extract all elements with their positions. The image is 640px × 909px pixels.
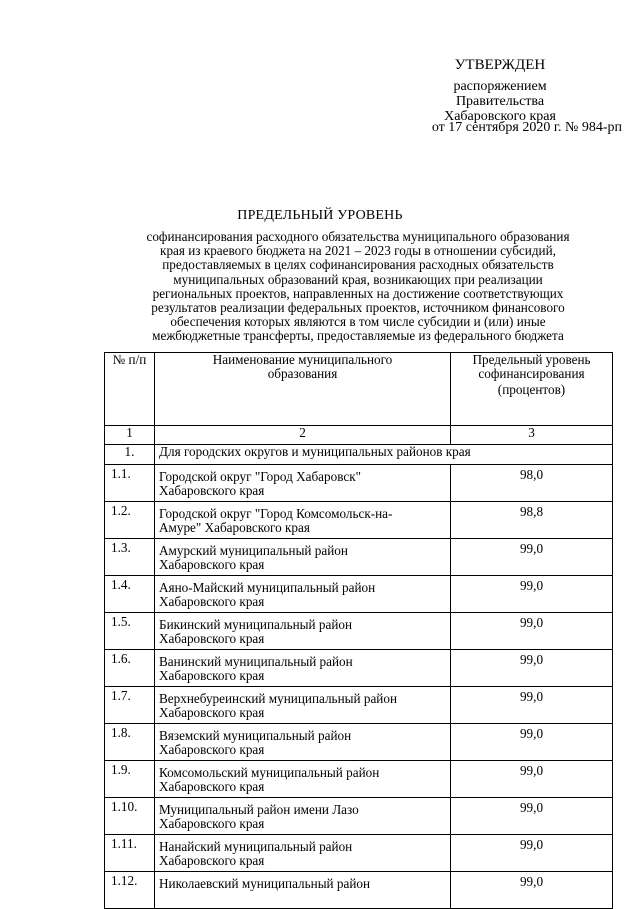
- row-value: 99,0: [451, 576, 613, 613]
- row-name-line: Хабаровского края: [159, 667, 265, 683]
- table-row: [105, 650, 613, 687]
- row-name-line: Николаевский муниципальный район: [159, 876, 371, 891]
- header-level-line: Предельный уровень: [472, 352, 591, 367]
- row-name: [155, 613, 451, 650]
- document-title: ПРЕДЕЛЬНЫЙ УРОВЕНЬ: [237, 208, 403, 223]
- row-name-line: Хабаровского края: [159, 741, 265, 757]
- header-num: № п/п: [105, 353, 155, 426]
- row-name-line: Хабаровского края: [159, 704, 265, 720]
- subtitle-line: результатов реализации федеральных проектов, источником финансового: [151, 300, 565, 316]
- table-row: [105, 761, 613, 798]
- row-name: [155, 835, 451, 872]
- approval-title: УТВЕРЖДЕН: [454, 57, 546, 73]
- group-name: Для городских округов и муниципальных районов края: [155, 445, 613, 465]
- row-num: 1.3.: [105, 539, 155, 576]
- row-name: [155, 872, 451, 909]
- table-row: [105, 872, 613, 909]
- row-name-line: Ванинский муниципальный район: [159, 654, 353, 669]
- row-name: [155, 761, 451, 798]
- header-name: Наименование муниципального образования: [155, 353, 451, 426]
- row-name-line: Муниципальный район имени Лазо: [159, 802, 359, 817]
- table-row: [105, 613, 613, 650]
- row-num: 1.6.: [105, 650, 155, 687]
- row-name: [155, 465, 451, 502]
- column-number: 3: [451, 426, 613, 445]
- row-name: [155, 539, 451, 576]
- table-header-row: [105, 353, 613, 426]
- row-num: 1.1.: [105, 465, 155, 502]
- subtitle-line: предоставляемых в целях софинансирования расходных обязательств: [162, 257, 554, 273]
- row-value: 99,0: [451, 687, 613, 724]
- row-name-line: Хабаровского края: [159, 630, 265, 646]
- column-number: 2: [155, 426, 451, 445]
- row-num: 1.9.: [105, 761, 155, 798]
- row-name-line: Городской округ "Город Комсомольск-на-: [159, 506, 393, 521]
- table-row: [105, 835, 613, 872]
- column-number-row: [105, 426, 613, 445]
- row-value: 99,0: [451, 613, 613, 650]
- row-value: 99,0: [451, 650, 613, 687]
- table-row: [105, 502, 613, 539]
- row-name-line: Хабаровского края: [159, 556, 265, 572]
- row-num: 1.10.: [105, 798, 155, 835]
- row-value: 98,8: [451, 502, 613, 539]
- row-value: 98,0: [451, 465, 613, 502]
- row-name-line: Хабаровского края: [159, 482, 265, 498]
- table-row: [105, 687, 613, 724]
- row-name-line: Бикинский муниципальный район: [159, 617, 353, 632]
- subtitle-line: края из краевого бюджета на 2021 – 2023 годы в отношении субсидий,: [160, 243, 556, 259]
- table-rows: [105, 465, 613, 909]
- approval-stamp: [390, 57, 622, 135]
- row-name-line: Хабаровского края: [159, 778, 265, 794]
- row-num: 1.8.: [105, 724, 155, 761]
- cofinancing-table: [104, 352, 613, 909]
- row-name-line: Вяземский муниципальный район: [159, 728, 352, 743]
- subtitle-line: муниципальных образований края, возникающих при реализации: [173, 271, 543, 287]
- header-level-line: (процентов): [497, 382, 566, 397]
- row-name-line: Хабаровского края: [159, 815, 265, 831]
- row-value: 99,0: [451, 872, 613, 909]
- row-name: [155, 724, 451, 761]
- row-num: 1.11.: [105, 835, 155, 872]
- row-name-line: Амурский муниципальный район: [159, 543, 348, 558]
- row-num: 1.7.: [105, 687, 155, 724]
- row-name-line: Верхнебуреинский муниципальный район: [159, 691, 397, 706]
- approval-line: Хабаровского края: [444, 109, 556, 124]
- row-num: 1.4.: [105, 576, 155, 613]
- approval-line: Правительства: [455, 94, 545, 109]
- approval-line: распоряжением: [453, 79, 547, 94]
- header-level: [451, 353, 613, 426]
- table-row: [105, 724, 613, 761]
- row-name-line: Нанайский муниципальный район: [159, 839, 353, 854]
- header-level-line: софинансирования: [478, 365, 585, 381]
- row-name-line: Амуре" Хабаровского края: [159, 519, 310, 535]
- table-row: [105, 539, 613, 576]
- subtitle-line: региональных проектов, направленных на достижение соответствующих: [152, 285, 564, 301]
- document-subtitle: [108, 230, 608, 344]
- row-name-line: Городской округ "Город Хабаровск": [159, 469, 362, 484]
- row-num: 1.12.: [105, 872, 155, 909]
- row-name-line: Хабаровского края: [159, 593, 265, 609]
- row-name-line: Аяно-Майский муниципальный район: [159, 580, 376, 595]
- subtitle-line: межбюджетные трансферты, предоставляемые из федерального бюджета: [152, 328, 564, 344]
- table-row: [105, 465, 613, 502]
- approval-date: от 17 сентября 2020 г. № 984-рп: [431, 120, 622, 135]
- group-row: [105, 445, 613, 465]
- table-row: [105, 798, 613, 835]
- row-name: [155, 576, 451, 613]
- subtitle-line: софинансирования расходного обязательства муниципального образования: [146, 229, 570, 244]
- row-num: 1.2.: [105, 502, 155, 539]
- row-value: 99,0: [451, 761, 613, 798]
- column-number: 1: [105, 426, 155, 445]
- row-name-line: Комсомольский муниципальный район: [159, 765, 380, 780]
- table-row: [105, 576, 613, 613]
- row-name: [155, 650, 451, 687]
- row-name-line: Хабаровского края: [159, 852, 265, 868]
- subtitle-line: обеспечения которых являются в том числе субсидии и (или) иные: [170, 314, 546, 330]
- row-value: 99,0: [451, 835, 613, 872]
- row-name: [155, 502, 451, 539]
- row-name: [155, 687, 451, 724]
- row-value: 99,0: [451, 798, 613, 835]
- row-value: 99,0: [451, 724, 613, 761]
- row-value: 99,0: [451, 539, 613, 576]
- row-num: 1.5.: [105, 613, 155, 650]
- row-name: [155, 798, 451, 835]
- group-num: 1.: [105, 445, 155, 465]
